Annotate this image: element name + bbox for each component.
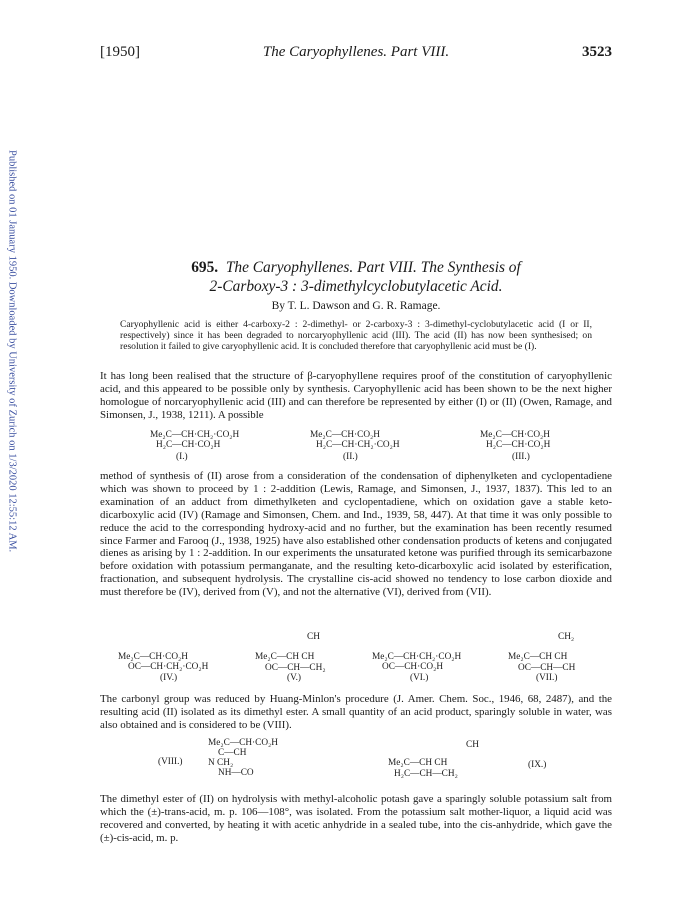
- article-title: [100, 258, 612, 296]
- running-title: The Caryophyllenes. Part VIII.: [262, 44, 450, 60]
- title-line-1: The Caryophyllenes. Part VIII. The Synthesis of: [225, 259, 521, 276]
- article-number: 695.: [191, 259, 219, 276]
- journal-year: [1950]: [100, 44, 140, 60]
- label-IV: (IV.): [160, 673, 178, 683]
- label-VI: (VI.): [410, 673, 429, 683]
- structure-IV: Me₂C—CH·CO₂H OC—CH·CH₂·CO₂H: [118, 652, 209, 673]
- paragraph-1: It has long been realised that the structure of β-caryophyllene requires proof of the constitution of caryophyllenic acid, and this appeared to be possible only by synthesis. Caryophyllenic acid has been shown to be the next higher homologue of norcaryophyllenic acid (III) and can therefore be represented by either (I) or (II) (Owen, Ramage, and Simonsen, J., 1938, 1211). A possible: [100, 370, 612, 421]
- page-number: 3523: [582, 44, 612, 60]
- label-II: (II.): [343, 452, 358, 462]
- structure-I: Me₂C—CH·CH₂·CO₂H H₂C—CH·CO₂H: [150, 430, 240, 451]
- structure-V: CH Me₂C—CH CH OC—CH—CH₂: [255, 632, 326, 673]
- structure-IX: CH Me₂C—CH CH H₂C—CH—CH₂: [388, 740, 479, 779]
- paragraph-4: The dimethyl ester of (II) on hydrolysis with methyl-alcoholic potash gave a sparingly soluble potassium salt from which the (±)-trans-acid, m. p. 106—108°, was isolated. From the potassium salt mother-liquor, a liquid acid was recovered and converted, by heating it with acetic anhydride in a sealed tube, into the cis-anhydride, which gave the (±)-cis-acid, m. p.: [100, 793, 612, 844]
- structure-VII: CH₂ Me₂C—CH CH OC—CH—CH: [508, 632, 576, 673]
- structure-VI: Me₂C—CH·CH₂·CO₂H OC—CH·CO₂H: [372, 652, 462, 673]
- title-line-2: 2-Carboxy-3 : 3-dimethylcyclobutylacetic Acid.: [209, 278, 503, 295]
- paragraph-3: The carbonyl group was reduced by Huang-Minlon's procedure (J. Amer. Chem. Soc., 1946, 68, 2487), and the resulting acid (II) isolated as its dimethyl ester. A small quantity of an acid product, sparingly soluble in water, was also obtained and is considered to be (VIII).: [100, 693, 612, 731]
- page-header: [100, 44, 612, 64]
- label-IX: (IX.): [528, 760, 547, 770]
- label-III: (III.): [512, 452, 530, 462]
- authors: By T. L. Dawson and G. R. Ramage.: [271, 300, 441, 312]
- label-VII: (VII.): [536, 673, 558, 683]
- structure-VIII: Me₂C—CH·CO₂H C—CH N CH₂ NH—CO: [208, 738, 279, 778]
- paragraph-2: method of synthesis of (II) arose from a consideration of the condensation of diphenylketen and cyclopentadiene which was shown to proceed by 1 : 2-addition (Lewis, Ramage, and Simonsen, J., 1937, 1837). This led to an examination of an adduct from dimethylketen and cyclopentadiene, which on oxidation gave a stable keto-dicarboxylic acid (IV) (Ramage and Simonsen, Chem. and Ind., 1939, 58, 447). At that time it was only possible to reduce the acid to the corresponding hydroxy-acid and no further, but the examination has been recently resumed since Farmer and Farooq (J., 1938, 1925) have also established other condensation products of ketens and conjugated dienes as arising by 1 : 2-addition. In our experiments the unsaturated ketone was purified through its semicarbazone before oxidation with potassium permanganate, and the resulting keto-dicarboxylic acid isolated by esterification, fractionation, and subsequent hydrolysis. The crystalline cis-acid showed no tendency to lose carbon dioxide and must therefore be (IV), derived from (V), and not the alternative (VI), derived from (VII).: [100, 470, 612, 599]
- structure-II: Me₂C—CH·CO₂H H₂C—CH·CH₂·CO₂H: [310, 430, 400, 451]
- label-VIII: (VIII.): [158, 757, 183, 767]
- label-V: (V.): [287, 673, 302, 683]
- abstract: Caryophyllenic acid is either 4-carboxy-2 : 2-dimethyl- or 2-carboxy-3 : 3-dimethyl-cyclobutylacetic acid (I or II, respectively) since it has been degraded to norcaryophyllenic acid (III). The acid (II) has now been synthesised; on resolution it failed to give caryophyllenic acid. It is concluded therefore that caryophyllenic acid must be (I).: [120, 319, 592, 353]
- download-watermark: [2, 150, 22, 553]
- structure-III: Me₂C—CH·CO₂H H₂C—CH·CO₂H: [480, 430, 551, 451]
- label-I: (I.): [176, 452, 188, 462]
- watermark-text: Published on 01 January 1950. Downloaded by University of Zurich on 1/3/2020 12:55:12 AM.: [6, 150, 18, 553]
